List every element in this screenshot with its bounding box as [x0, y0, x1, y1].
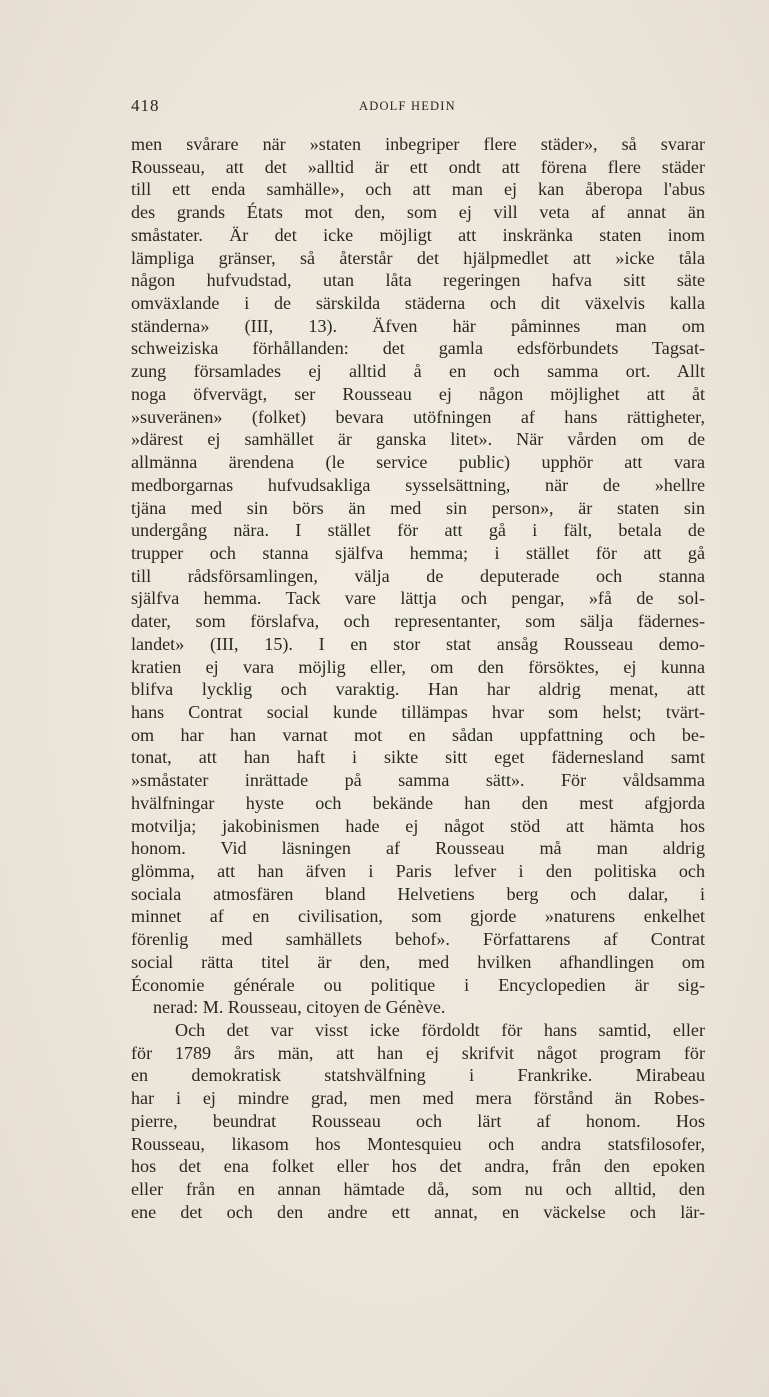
- text-line: småstater. Är det icke möjligt att inskränka staten inom: [131, 224, 705, 245]
- text-line: kratien ej vara möjlig eller, om den försöktes, ej kunna: [131, 656, 705, 677]
- text-line: allmänna ärendena (le service public) upphör att vara: [131, 452, 705, 473]
- text-line: pierre, beundrat Rousseau och lärt af honom. Hos: [131, 1110, 705, 1131]
- text-line: dater, som förslafva, och representanter, som sälja fädernes-: [131, 611, 705, 632]
- running-title: ADOLF HEDIN: [359, 99, 456, 113]
- text-line: sociala atmosfären bland Helvetiens berg och dalar, i: [131, 883, 705, 904]
- text-line: ene det och den andre ett annat, en väckelse och lär-: [131, 1201, 705, 1222]
- text-line: undergång nära. I stället för att gå i fält, betala de: [131, 520, 705, 541]
- text-line: blifva lycklig och varaktig. Han har aldrig menat, att: [131, 679, 705, 700]
- text-line: »suveränen» (folket) bevara utöfningen af hans rättigheter,: [131, 406, 705, 427]
- text-line: lämpliga gränser, så återstår det hjälpmedlet att »icke tåla: [131, 247, 705, 268]
- text-line: till rådsförsamlingen, välja de deputerade och stanna: [131, 565, 705, 586]
- text-line: ständerna» (III, 13). Äfven här påminnes man om: [131, 315, 705, 336]
- text-line: omväxlande i de särskilda städerna och dit växelvis kalla: [131, 293, 705, 314]
- text-line: nerad: M. Rousseau, citoyen de Génève.: [153, 997, 446, 1018]
- text-line: om har han varnat mot en sådan uppfattning och be-: [131, 724, 705, 745]
- text-line: motvilja; jakobinismen hade ej något stöd att hämta hos: [131, 815, 705, 836]
- text-line: själfva hemma. Tack vare lättja och pengar, »få de sol-: [131, 588, 705, 609]
- text-line: förenlig med samhällets behof». Författarens af Contrat: [131, 929, 705, 950]
- text-line: för 1789 års män, att han ej skrifvit något program för: [131, 1042, 705, 1063]
- text-line: »därest ej samhället är ganska litet». När vården om de: [131, 429, 705, 450]
- text-line: medborgarnas hufvudsakliga sysselsättning, när de »hellre: [131, 474, 705, 495]
- text-line: zung församlades ej alltid å en och samma ort. Allt: [131, 361, 705, 382]
- text-line: hos det ena folket eller hos det andra, från den epoken: [131, 1156, 705, 1177]
- text-line: Rousseau, att det »alltid är ett ondt att förena flere städer: [131, 156, 705, 177]
- text-line: schweiziska förhållanden: det gamla edsförbundets Tagsat-: [131, 338, 705, 359]
- body-text: [131, 133, 705, 1224]
- text-line: har i ej mindre grad, men med mera förstånd än Robes-: [131, 1088, 705, 1109]
- text-line: Économie générale ou politique i Encyclopedien är sig-: [131, 974, 705, 995]
- text-line: glömma, att han äfven i Paris lefver i den politiska och: [131, 861, 705, 881]
- text-line: någon hufvudstad, utan låta regeringen hafva sitt säte: [131, 270, 705, 291]
- running-head: [131, 96, 705, 118]
- text-line: eller från en annan hämtade då, som nu och alltid, den: [131, 1179, 705, 1200]
- text-line: minnet af en civilisation, som gjorde »naturens enkelhet: [131, 906, 705, 927]
- text-line: en demokratisk statshvälfning i Frankrike. Mirabeau: [131, 1065, 705, 1086]
- page-number: 418: [131, 96, 160, 115]
- text-line: Och det var visst icke fördoldt för hans samtid, eller: [175, 1020, 705, 1041]
- text-line: landet» (III, 15). I en stor stat ansåg Rousseau demo-: [131, 633, 705, 654]
- text-line: hvälfningar hyste och bekände han den mest afgjorda: [131, 792, 705, 813]
- text-line: des grands États mot den, som ej vill veta af annat än: [131, 202, 705, 223]
- text-line: trupper och stanna själfva hemma; i stället för att gå: [131, 542, 705, 563]
- text-line: social rätta titel är den, med hvilken afhandlingen om: [131, 951, 705, 972]
- text-line: tjäna med sin börs än med sin person», är staten sin: [131, 497, 705, 518]
- text-line: »småstater inrättade på samma sätt». För våldsamma: [131, 770, 705, 791]
- text-line: noga öfvervägt, ser Rousseau ej någon möjlighet att åt: [131, 383, 705, 404]
- text-line: men svårare när »staten inbegriper flere städer», så svarar: [131, 134, 705, 154]
- text-line: hans Contrat social kunde tillämpas hvar som helst; tvärt-: [131, 701, 705, 722]
- text-line: honom. Vid läsningen af Rousseau må man aldrig: [131, 838, 705, 859]
- text-line: Rousseau, likasom hos Montesquieu och andra statsfilosofer,: [131, 1133, 705, 1154]
- text-line: tonat, att han haft i sikte sitt eget fädernesland samt: [131, 747, 705, 768]
- text-line: till ett enda samhälle», och att man ej kan åberopa l'abus: [131, 179, 705, 200]
